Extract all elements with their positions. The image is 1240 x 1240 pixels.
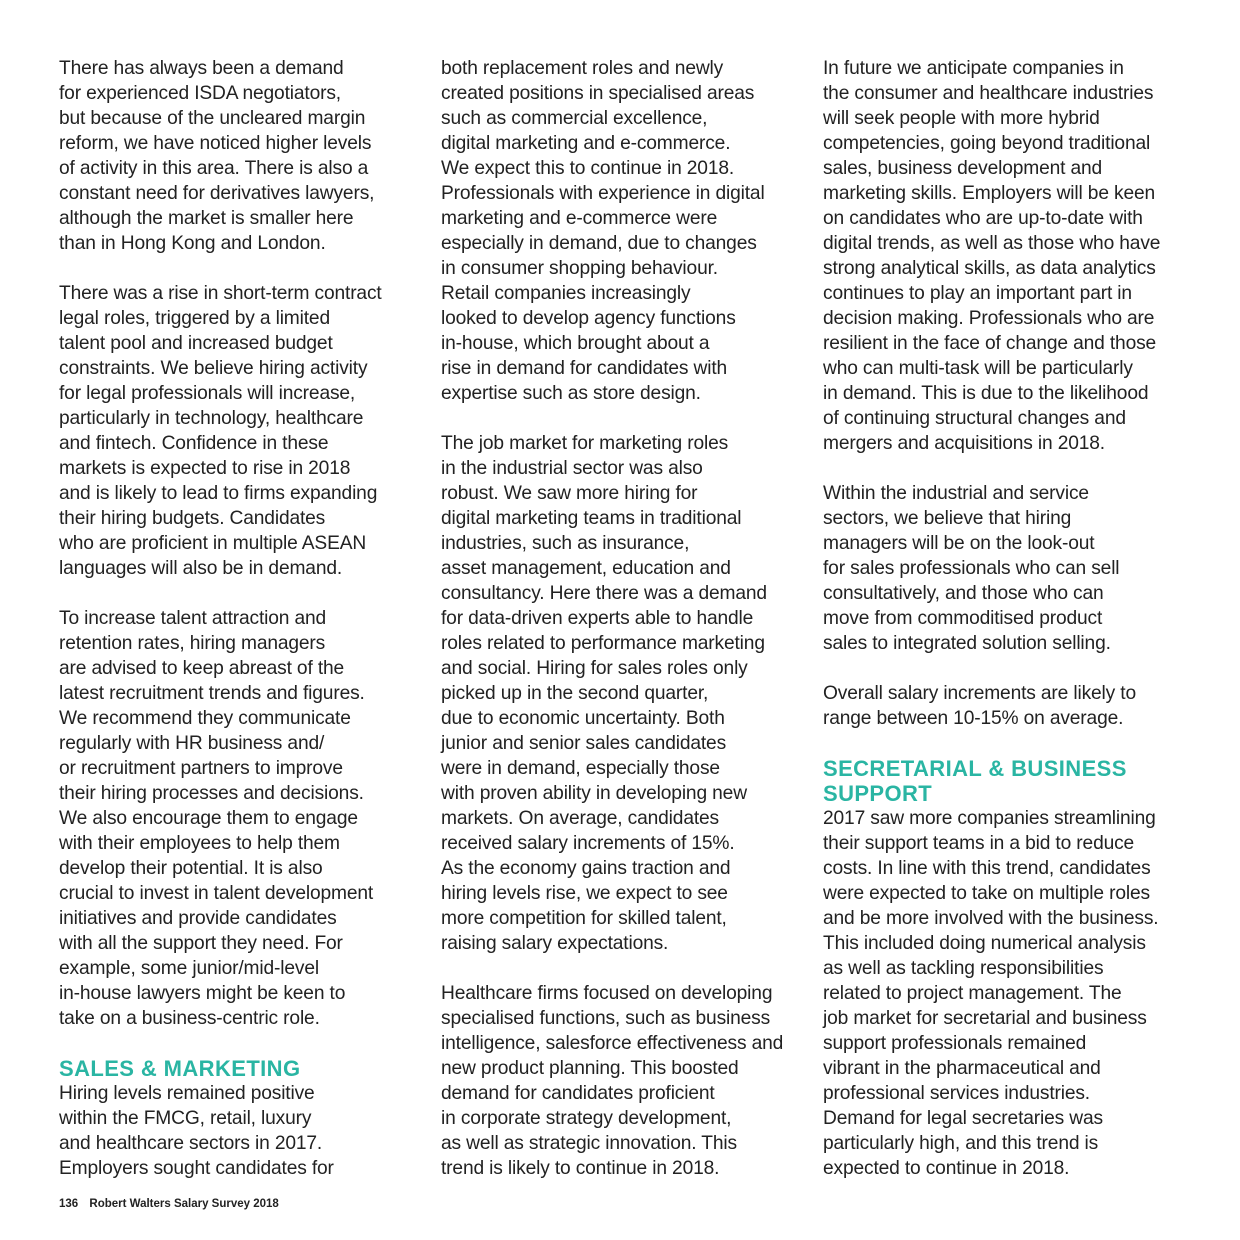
text-line: move from commoditised product xyxy=(823,608,1103,629)
text-line: of activity in this area. There is also a xyxy=(59,158,369,179)
text-line: The job market for marketing roles xyxy=(441,433,729,454)
text-line: sectors, we believe that hiring xyxy=(823,508,1072,529)
text-line: Retail companies increasingly xyxy=(441,283,691,304)
text-line: junior and senior sales candidates xyxy=(441,733,727,754)
publication-title: Robert Walters Salary Survey 2018 xyxy=(89,1198,279,1210)
paragraph-spacer xyxy=(441,956,803,981)
paragraph xyxy=(59,1081,411,1181)
text-line: due to economic uncertainty. Both xyxy=(441,708,725,729)
text-line: sales, business development and xyxy=(823,158,1103,179)
text-line: with proven ability in developing new xyxy=(441,783,747,804)
text-line: for sales professionals who can sell xyxy=(823,558,1120,579)
text-line: support professionals remained xyxy=(823,1033,1087,1054)
text-line: specialised functions, such as business xyxy=(441,1008,771,1029)
text-line: looked to develop agency functions xyxy=(441,308,736,329)
text-line: expected to continue in 2018. xyxy=(823,1158,1070,1179)
paragraph xyxy=(823,56,1185,456)
text-line: reform, we have noticed higher levels xyxy=(59,133,372,154)
paragraph-spacer xyxy=(823,456,1185,481)
text-line: picked up in the second quarter, xyxy=(441,683,709,704)
text-line: hiring levels rise, we expect to see xyxy=(441,883,728,904)
paragraph-spacer xyxy=(441,406,803,431)
text-line: languages will also be in demand. xyxy=(59,558,343,579)
text-line: job market for secretarial and business xyxy=(823,1008,1147,1029)
text-line: There has always been a demand xyxy=(59,58,344,79)
text-line: on candidates who are up-to-date with xyxy=(823,208,1143,229)
text-line: in-house, which brought about a xyxy=(441,333,710,354)
text-line: and social. Hiring for sales roles only xyxy=(441,658,748,679)
text-line: We also encourage them to engage xyxy=(59,808,358,829)
text-line: markets is expected to rise in 2018 xyxy=(59,458,351,479)
text-line: in demand. This is due to the likelihood xyxy=(823,383,1149,404)
text-line: professional services industries. xyxy=(823,1083,1090,1104)
text-line: continues to play an important part in xyxy=(823,283,1132,304)
text-line: both replacement roles and newly xyxy=(441,58,724,79)
paragraph xyxy=(441,981,803,1181)
text-line: of continuing structural changes and xyxy=(823,408,1126,429)
text-line: raising salary expectations. xyxy=(441,933,669,954)
text-column-1 xyxy=(59,56,411,1181)
page-number: 136 xyxy=(59,1198,79,1210)
text-line: take on a business-centric role. xyxy=(59,1008,320,1029)
heading-line: SECRETARIAL & BUSINESS xyxy=(823,756,1127,781)
text-line: costs. In line with this trend, candidates xyxy=(823,858,1151,879)
text-line: for experienced ISDA negotiators, xyxy=(59,83,341,104)
paragraph xyxy=(441,431,803,956)
text-line: marketing and e-commerce were xyxy=(441,208,718,229)
text-line: and is likely to lead to firms expanding xyxy=(59,483,378,504)
text-line: for data-driven experts able to handle xyxy=(441,608,754,629)
text-line: their support teams in a bid to reduce xyxy=(823,833,1135,854)
text-line: in corporate strategy development, xyxy=(441,1108,732,1129)
text-line: as well as tackling responsibilities xyxy=(823,958,1104,979)
text-line: This included doing numerical analysis xyxy=(823,933,1146,954)
text-line: and healthcare sectors in 2017. xyxy=(59,1133,323,1154)
text-line: as well as strategic innovation. This xyxy=(441,1133,737,1154)
text-line: competencies, going beyond traditional xyxy=(823,133,1151,154)
text-line: We recommend they communicate xyxy=(59,708,351,729)
text-line: for legal professionals will increase, xyxy=(59,383,356,404)
text-line: with their employees to help them xyxy=(59,833,340,854)
heading-line: SUPPORT xyxy=(823,781,933,806)
text-line: received salary increments of 15%. xyxy=(441,833,735,854)
text-line: roles related to performance marketing xyxy=(441,633,765,654)
text-line: legal roles, triggered by a limited xyxy=(59,308,330,329)
paragraph-spacer xyxy=(59,581,411,606)
text-line: mergers and acquisitions in 2018. xyxy=(823,433,1105,454)
text-line: expertise such as store design. xyxy=(441,383,701,404)
text-line: As the economy gains traction and xyxy=(441,858,731,879)
section-heading xyxy=(823,756,1185,806)
text-line: strong analytical skills, as data analytics xyxy=(823,258,1156,279)
text-line: constraints. We believe hiring activity xyxy=(59,358,368,379)
text-line: particularly in technology, healthcare xyxy=(59,408,364,429)
text-line: were expected to take on multiple roles xyxy=(823,883,1150,904)
text-line: digital trends, as well as those who have xyxy=(823,233,1161,254)
text-line: Employers sought candidates for xyxy=(59,1158,334,1179)
paragraph xyxy=(59,606,411,1031)
text-line: digital marketing teams in traditional xyxy=(441,508,742,529)
text-line: Overall salary increments are likely to xyxy=(823,683,1136,704)
paragraph xyxy=(823,681,1185,731)
text-line: are advised to keep abreast of the xyxy=(59,658,345,679)
text-line: will seek people with more hybrid xyxy=(823,108,1100,129)
text-line: sales to integrated solution selling. xyxy=(823,633,1111,654)
text-line: Professionals with experience in digital xyxy=(441,183,765,204)
text-line: constant need for derivatives lawyers, xyxy=(59,183,375,204)
text-line: more competition for skilled talent, xyxy=(441,908,727,929)
text-line: trend is likely to continue in 2018. xyxy=(441,1158,720,1179)
text-line: Demand for legal secretaries was xyxy=(823,1108,1103,1129)
paragraph xyxy=(441,56,803,406)
text-line: crucial to invest in talent development xyxy=(59,883,374,904)
text-line: who can multi-task will be particularly xyxy=(823,358,1133,379)
text-line: their hiring budgets. Candidates xyxy=(59,508,326,529)
text-line: demand for candidates proficient xyxy=(441,1083,715,1104)
text-line: in the industrial sector was also xyxy=(441,458,703,479)
text-line: We expect this to continue in 2018. xyxy=(441,158,735,179)
text-line: who are proficient in multiple ASEAN xyxy=(59,533,367,554)
paragraph xyxy=(823,481,1185,656)
text-line: regularly with HR business and/ xyxy=(59,733,325,754)
text-line: and fintech. Confidence in these xyxy=(59,433,329,454)
paragraph xyxy=(823,806,1185,1181)
text-line: and be more involved with the business. xyxy=(823,908,1159,929)
text-line: latest recruitment trends and figures. xyxy=(59,683,365,704)
text-line: the consumer and healthcare industries xyxy=(823,83,1154,104)
text-line: 2017 saw more companies streamlining xyxy=(823,808,1156,829)
text-line: retention rates, hiring managers xyxy=(59,633,326,654)
text-line: Within the industrial and service xyxy=(823,483,1089,504)
text-line: asset management, education and xyxy=(441,558,731,579)
text-line: digital marketing and e-commerce. xyxy=(441,133,731,154)
text-line: than in Hong Kong and London. xyxy=(59,233,326,254)
text-line: although the market is smaller here xyxy=(59,208,354,229)
text-line: intelligence, salesforce effectiveness and xyxy=(441,1033,784,1054)
text-line: especially in demand, due to changes xyxy=(441,233,757,254)
text-line: in consumer shopping behaviour. xyxy=(441,258,718,279)
text-line: develop their potential. It is also xyxy=(59,858,323,879)
text-line: within the FMCG, retail, luxury xyxy=(59,1108,312,1129)
text-line: or recruitment partners to improve xyxy=(59,758,343,779)
text-line: range between 10-15% on average. xyxy=(823,708,1124,729)
text-line: managers will be on the look-out xyxy=(823,533,1095,554)
text-line: related to project management. The xyxy=(823,983,1122,1004)
paragraph-spacer xyxy=(59,1031,411,1056)
text-line: rise in demand for candidates with xyxy=(441,358,728,379)
text-line: industries, such as insurance, xyxy=(441,533,690,554)
text-line: consultancy. Here there was a demand xyxy=(441,583,767,604)
text-line: example, some junior/mid-level xyxy=(59,958,319,979)
text-line: Healthcare firms focused on developing xyxy=(441,983,773,1004)
text-line: In future we anticipate companies in xyxy=(823,58,1124,79)
text-line: with all the support they need. For xyxy=(59,933,343,954)
text-line: To increase talent attraction and xyxy=(59,608,327,629)
text-line: decision making. Professionals who are xyxy=(823,308,1155,329)
paragraph xyxy=(59,281,411,581)
text-line: vibrant in the pharmaceutical and xyxy=(823,1058,1101,1079)
text-column-3 xyxy=(823,56,1185,1181)
text-line: Hiring levels remained positive xyxy=(59,1083,315,1104)
paragraph-spacer xyxy=(59,256,411,281)
text-line: resilient in the face of change and those xyxy=(823,333,1157,354)
text-line: but because of the uncleared margin xyxy=(59,108,366,129)
text-line: particularly high, and this trend is xyxy=(823,1133,1099,1154)
text-line: in-house lawyers might be keen to xyxy=(59,983,346,1004)
text-line: were in demand, especially those xyxy=(441,758,720,779)
text-line: There was a rise in short-term contract xyxy=(59,283,382,304)
paragraph xyxy=(59,56,411,256)
page-footer xyxy=(59,1198,279,1210)
text-line: consultatively, and those who can xyxy=(823,583,1104,604)
text-line: such as commercial excellence, xyxy=(441,108,708,129)
text-line: new product planning. This boosted xyxy=(441,1058,739,1079)
paragraph-spacer xyxy=(823,731,1185,756)
text-line: their hiring processes and decisions. xyxy=(59,783,364,804)
text-line: marketing skills. Employers will be keen xyxy=(823,183,1156,204)
section-heading xyxy=(59,1056,411,1081)
text-line: talent pool and increased budget xyxy=(59,333,333,354)
text-line: created positions in specialised areas xyxy=(441,83,755,104)
text-line: markets. On average, candidates xyxy=(441,808,719,829)
heading-line: SALES & MARKETING xyxy=(59,1056,301,1081)
paragraph-spacer xyxy=(823,656,1185,681)
text-column-2 xyxy=(441,56,803,1181)
text-line: initiatives and provide candidates xyxy=(59,908,337,929)
text-line: robust. We saw more hiring for xyxy=(441,483,698,504)
